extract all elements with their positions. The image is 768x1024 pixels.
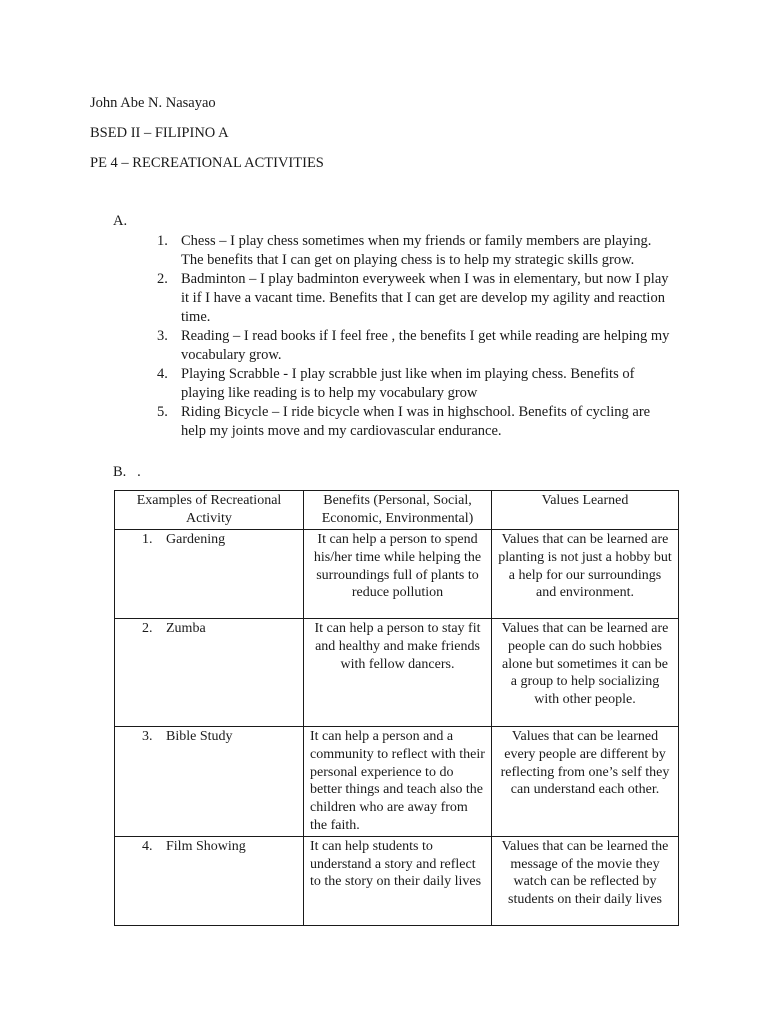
list-item-text: Chess – I play chess sometimes when my friends or family members are playing. The benefits that I can get on playing chess is to help my strategic skills grow.	[181, 233, 652, 268]
recreational-activities-table	[114, 490, 679, 926]
column-header-activity: Examples of Recreational Activity	[115, 491, 304, 530]
row-number: 2.	[142, 621, 153, 636]
values-cell: Values that can be learned are planting is not just a hobby but a help for our surroundings and environment.	[492, 530, 679, 619]
benefits-cell: It can help students to understand a story and reflect to the story on their daily lives	[304, 836, 492, 925]
activity-name: Film Showing	[166, 838, 246, 854]
table-row	[115, 619, 679, 727]
benefits-cell: It can help a person to spend his/her time while helping the surroundings full of plants to reduce pollution	[304, 530, 492, 619]
row-number: 1.	[142, 532, 153, 547]
table-row	[115, 727, 679, 837]
section-b-label: B. .	[113, 464, 141, 480]
activity-cell	[115, 530, 304, 619]
list-item-text: Playing Scrabble - I play scrabble just like when im playing chess. Benefits of playing like reading is to help my vocabulary grow	[181, 366, 635, 401]
values-cell: Values that can be learned are people can do such hobbies alone but sometimes it can be a group to help socializing with other people.	[492, 619, 679, 727]
list-item-number: 1.	[157, 233, 168, 249]
table-row	[115, 836, 679, 925]
column-header-values: Values Learned	[492, 491, 679, 530]
activity-cell	[115, 727, 304, 837]
table-header-row	[115, 491, 679, 530]
activity-name: Zumba	[166, 621, 206, 636]
list-item	[155, 365, 675, 403]
list-item-number: 3.	[157, 328, 168, 344]
activity-cell	[115, 619, 304, 727]
list-item	[155, 232, 675, 270]
list-item-text: Reading – I read books if I feel free , the benefits I get while reading are helping my vocabulary grow.	[181, 328, 670, 363]
column-header-benefits: Benefits (Personal, Social, Economic, Environmental)	[304, 491, 492, 530]
row-number: 3.	[142, 729, 153, 744]
activity-name: Gardening	[166, 532, 226, 547]
benefits-cell: It can help a person and a community to reflect with their personal experience to do better things and teach also the children who are away from the faith.	[304, 727, 492, 837]
values-cell: Values that can be learned every people are different by reflecting from one’s self they can understand each other.	[492, 727, 679, 837]
subject-title: PE 4 – RECREATIONAL ACTIVITIES	[90, 155, 324, 171]
table-row	[115, 530, 679, 619]
list-item	[155, 327, 675, 365]
section-a-label: A.	[113, 213, 128, 229]
list-item-number: 4.	[157, 366, 168, 382]
list-item-number: 2.	[157, 271, 168, 287]
activity-cell	[115, 836, 304, 925]
list-item	[155, 403, 675, 441]
list-item	[155, 270, 675, 327]
list-item-text: Badminton – I play badminton everyweek when I was in elementary, but now I play it if I have a vacant time. Benefits that I can get are develop my agility and reaction time.	[181, 271, 669, 325]
student-name: John Abe N. Nasayao	[90, 95, 216, 111]
values-cell: Values that can be learned the message of the movie they watch can be reflected by students on their daily lives	[492, 836, 679, 925]
list-item-number: 5.	[157, 404, 168, 420]
recreational-activities-list	[155, 232, 675, 441]
benefits-cell: It can help a person to stay fit and healthy and make friends with fellow dancers.	[304, 619, 492, 727]
course-section: BSED II – FILIPINO A	[90, 125, 229, 141]
activity-name: Bible Study	[166, 729, 233, 744]
list-item-text: Riding Bicycle – I ride bicycle when I was in highschool. Benefits of cycling are help my joints move and my cardiovascular endurance.	[181, 404, 651, 439]
row-number: 4.	[142, 838, 153, 854]
